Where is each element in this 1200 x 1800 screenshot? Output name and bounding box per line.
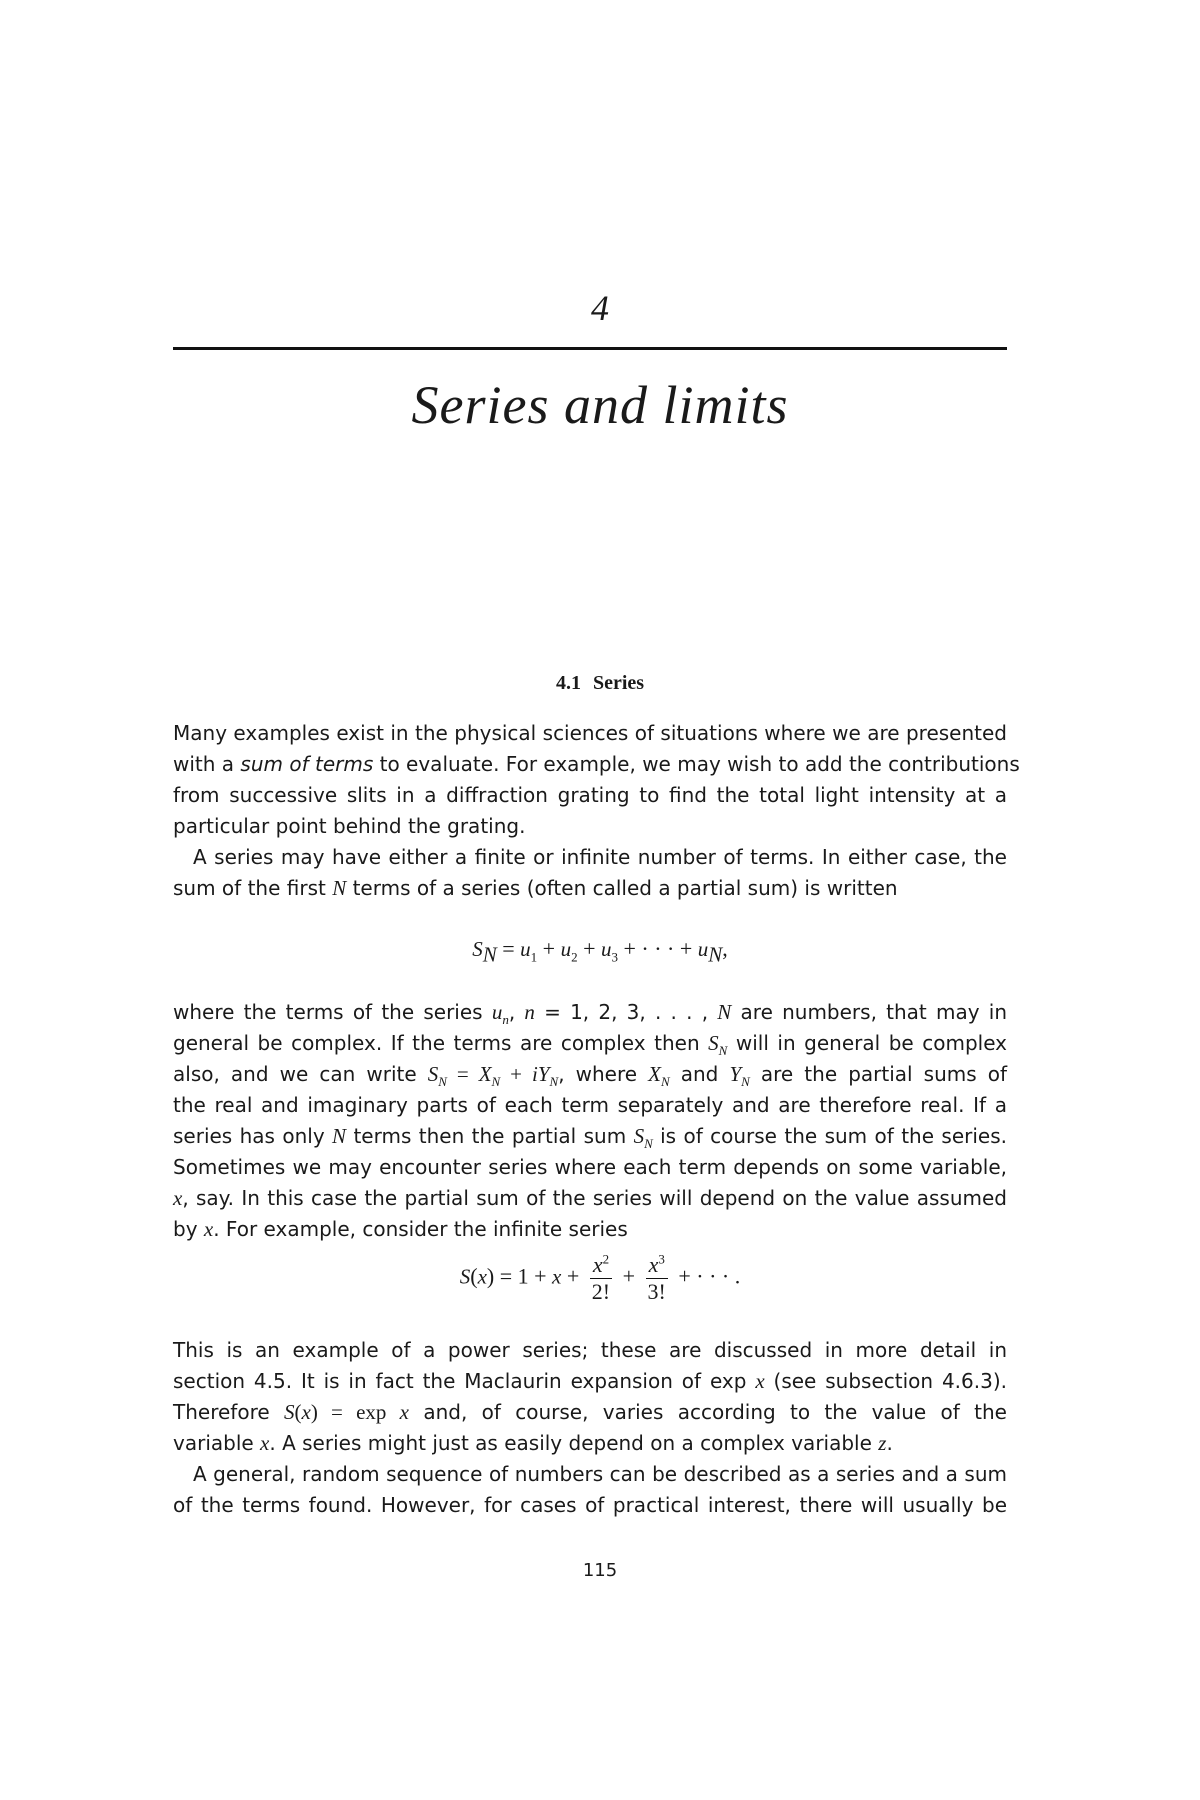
chapter-title: Series and limits	[411, 375, 789, 435]
text-run: by	[173, 1217, 204, 1241]
equation-power-series: S(x) = 1 + x + $\frac{x^2}{2!}$ + $\frac{x^3}{3!}$ + · · · .	[459, 1251, 741, 1304]
text-run: .	[886, 1431, 893, 1455]
paragraph-line: section 4.5. It is in fact the Maclaurin expansion of exp x (see subsection 4.6.3).	[173, 1369, 1007, 1393]
paragraph-line: Therefore S(x) = exp x and, of course, varies according to the value of the	[173, 1400, 1007, 1424]
text-run: are the partial sums of	[749, 1062, 1008, 1086]
paragraph-line: series has only N terms then the partial sum $S_N$ is of course the sum of the series.	[173, 1124, 1007, 1152]
paragraph-line	[173, 749, 1020, 780]
text-run: (see subsection 4.6.3).	[764, 1369, 1007, 1393]
text-run: and	[669, 1062, 730, 1086]
chapter-rule	[173, 347, 1007, 350]
paragraph-line: Sometimes we may encounter series where each term depends on some variable,	[173, 1155, 1007, 1179]
paragraph-5	[173, 1459, 1007, 1521]
text-run: to evaluate. For example, we may wish to add the contributions	[373, 752, 1020, 776]
paragraph-line: This is an example of a power series; these are discussed in more detail in	[173, 1338, 1007, 1362]
paragraph-line: by x. For example, consider the infinite series	[173, 1217, 628, 1241]
paragraph-line: also, and we can write $S_N = X_N + iY_N$, where $X_N$ and $Y_N$ are the partial sums of	[173, 1062, 1008, 1090]
text-run: . For example, consider the infinite series	[213, 1217, 628, 1241]
text-run: and, of course, varies according to the value of the	[408, 1400, 1007, 1424]
text-run: general be complex. If the terms are complex then	[173, 1031, 709, 1055]
text-run: sum of the first	[173, 876, 333, 900]
paragraph-line: Many examples exist in the physical sciences of situations where we are presented	[173, 721, 1007, 745]
text-run: terms of a series (often called a partial sum) is written	[346, 876, 898, 900]
text-run: . A series might just as easily depend on a complex variable	[269, 1431, 879, 1455]
paragraph-line: of the terms found. However, for cases of practical interest, there will usually be	[173, 1493, 1007, 1517]
text-run: series has only	[173, 1124, 333, 1148]
text-run: = 1, 2, 3, . . . ,	[534, 1000, 718, 1024]
text-run: terms then the partial sum	[346, 1124, 634, 1148]
paragraph-line: where the terms of the series $u_n$, n = 1, 2, 3, . . . , N are numbers, that may in	[173, 1000, 1008, 1028]
paragraph-3	[173, 997, 1007, 1245]
text-run: variable	[173, 1431, 261, 1455]
section-title: Series	[592, 672, 645, 694]
text-run: with a	[173, 752, 241, 776]
text-run: where the terms of the series	[173, 1000, 492, 1024]
paragraph-line: sum of the first N terms of a series (often called a partial sum) is written	[173, 876, 898, 900]
paragraph-1	[173, 718, 1020, 842]
chapter-number: 4	[591, 288, 609, 328]
text-run: are numbers, that may in	[731, 1000, 1008, 1024]
paragraph-line: x, say. In this case the partial sum of the series will depend on the value assumed	[173, 1186, 1007, 1210]
text-run: , where	[558, 1062, 649, 1086]
paragraph-line: A general, random sequence of numbers can be described as a series and a sum	[193, 1462, 1007, 1486]
text-run: , say. In this case the partial sum of the series will depend on the value assumed	[182, 1186, 1007, 1210]
fraction: $\frac{x^3}{3!}$	[647, 1251, 666, 1304]
paragraph-line: general be complex. If the terms are complex then $S_N$ will in general be complex	[173, 1031, 1007, 1059]
paragraph-2	[173, 842, 1007, 904]
paragraph-line: variable x. A series might just as easily depend on a complex variable z.	[173, 1431, 893, 1455]
equation-partial-sum: $S_N = u_1 + u_2 + u_3$ + · · · + $u_N$,	[472, 936, 728, 967]
text-run: is of course the sum of the series.	[652, 1124, 1007, 1148]
text-run: ,	[508, 1000, 525, 1024]
text-run: will in general be complex	[727, 1031, 1007, 1055]
paragraph-4	[173, 1335, 1007, 1459]
paragraph-line: from successive slits in a diffraction grating to find the total light intensity at a	[173, 783, 1007, 807]
fraction: $\frac{x^2}{2!}$	[591, 1251, 611, 1304]
page-number: 115	[582, 1560, 618, 1581]
emphasis-sum-of-terms: sum of terms	[240, 752, 374, 776]
section-number: 4.1	[555, 672, 581, 694]
text-run: section 4.5. It is in fact the Maclaurin expansion of exp	[173, 1369, 756, 1393]
text-run: also, and we can write	[173, 1062, 428, 1086]
section-heading	[0, 670, 1200, 696]
paragraph-line: particular point behind the grating.	[173, 814, 526, 838]
paragraph-line: A series may have either a finite or infinite number of terms. In either case, the	[193, 845, 1007, 869]
text-run: Therefore	[173, 1400, 284, 1424]
paragraph-line: the real and imaginary parts of each term separately and are therefore real. If a	[173, 1093, 1007, 1117]
